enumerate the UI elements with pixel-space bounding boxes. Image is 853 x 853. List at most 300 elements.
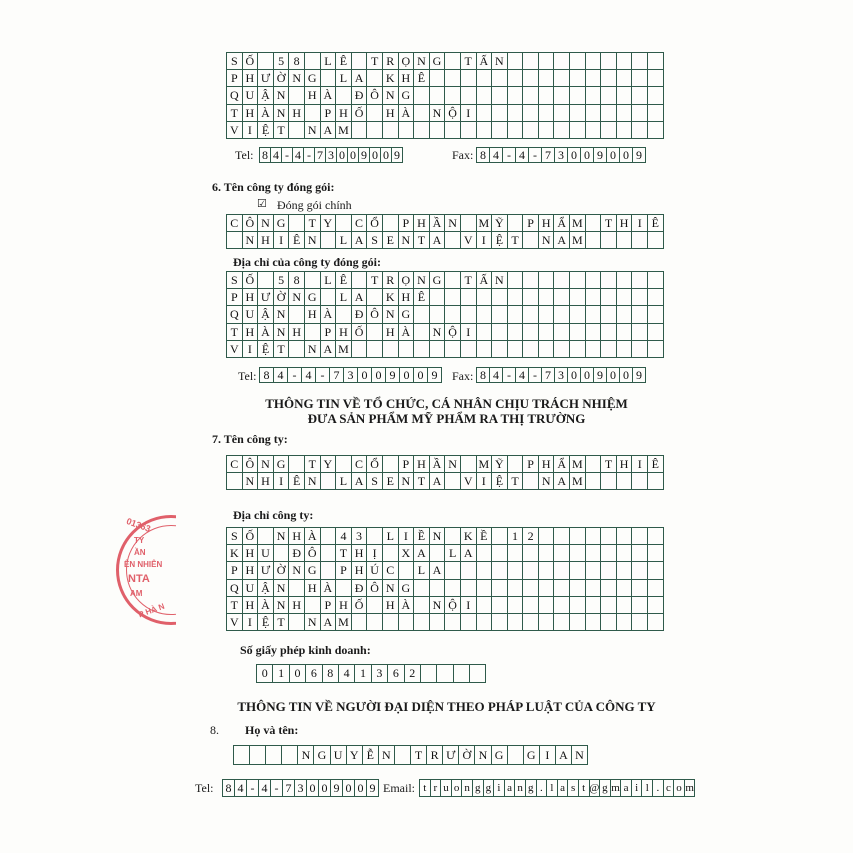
grid-cell (601, 528, 617, 545)
strip-cell (250, 746, 266, 765)
grid-cell: À (258, 597, 274, 614)
grid-cell (648, 562, 664, 579)
strip-cell: 2 (405, 665, 421, 683)
grid-cell: N (383, 306, 399, 323)
grid-cell (539, 528, 555, 545)
grid-cell (321, 545, 337, 562)
strip-cell: 0 (568, 148, 581, 163)
grid-cell: H (243, 597, 259, 614)
grid-cell (508, 289, 524, 306)
strip-cell: - (288, 368, 302, 383)
strip-cell: 0 (348, 148, 359, 163)
grid-cell: Ệ (258, 122, 274, 139)
strip-cell (454, 665, 470, 683)
grid-cell (523, 105, 539, 122)
strip-cell (266, 746, 282, 765)
strip-cell: 0 (607, 148, 620, 163)
grid-cell: Ư (258, 70, 274, 87)
grid-cell: Ê (289, 473, 305, 490)
grid-cell: Ộ (445, 105, 461, 122)
grid-cell: T (227, 597, 243, 614)
grid-cell (601, 341, 617, 358)
grid-cell (508, 324, 524, 341)
grid-cell: 8 (289, 272, 305, 289)
grid-cell: A (461, 545, 477, 562)
grid-cell: G (274, 456, 290, 473)
grid-cell (539, 272, 555, 289)
grid-cell (554, 580, 570, 597)
grid-cell (508, 562, 524, 579)
grid-cell: À (321, 87, 337, 104)
grid-cell (632, 528, 648, 545)
grid-cell: Ư (258, 289, 274, 306)
grid-cell (617, 272, 633, 289)
company-seal (86, 510, 176, 630)
grid-cell (289, 215, 305, 232)
grid-cell (492, 580, 508, 597)
grid-cell (617, 528, 633, 545)
grid-cell (477, 289, 493, 306)
grid-cell (586, 562, 602, 579)
seal-text-bottom: P HÀ N (137, 601, 166, 620)
grid-cell (367, 528, 383, 545)
grid-cell: K (383, 289, 399, 306)
grid-cell (648, 272, 664, 289)
grid-cell (289, 122, 305, 139)
strip-cell: 7 (330, 368, 344, 383)
strip-cell: c (664, 780, 675, 797)
grid-cell: Ô (367, 580, 383, 597)
license-field[interactable] (256, 664, 486, 683)
grid-cell: U (243, 306, 259, 323)
grid-cell: Ệ (492, 473, 508, 490)
name-field[interactable] (233, 745, 588, 765)
grid-cell (523, 562, 539, 579)
grid-cell (632, 614, 648, 631)
grid-cell: N (258, 456, 274, 473)
grid-cell: S (227, 272, 243, 289)
grid-cell: Ê (336, 272, 352, 289)
grid-cell: H (414, 456, 430, 473)
grid-cell (508, 614, 524, 631)
grid-cell: H (289, 597, 305, 614)
grid-cell: I (274, 473, 290, 490)
grid-cell: G (399, 306, 415, 323)
grid-cell: Ầ (430, 456, 446, 473)
grid-cell: I (477, 232, 493, 249)
grid-cell: N (274, 580, 290, 597)
grid-cell (352, 122, 368, 139)
grid-cell: H (258, 473, 274, 490)
grid-cell (632, 272, 648, 289)
strip-cell (282, 746, 298, 765)
grid-cell: N (414, 272, 430, 289)
grid-cell (648, 87, 664, 104)
grid-cell: P (227, 70, 243, 87)
grid-cell (648, 614, 664, 631)
grid-cell (477, 580, 493, 597)
grid-cell: Ấ (477, 53, 493, 70)
grid-cell: Ọ (399, 53, 415, 70)
grid-cell (617, 324, 633, 341)
grid-cell: M (336, 122, 352, 139)
strip-cell: 8 (477, 148, 490, 163)
strip-cell: 4 (302, 368, 316, 383)
grid-cell (336, 87, 352, 104)
grid-cell: M (570, 232, 586, 249)
grid-cell: M (570, 215, 586, 232)
strip-cell: o (452, 780, 463, 797)
grid-cell: A (414, 545, 430, 562)
grid-cell (414, 324, 430, 341)
grid-cell: G (305, 289, 321, 306)
grid-cell (617, 87, 633, 104)
grid-cell: T (274, 122, 290, 139)
grid-cell: P (523, 456, 539, 473)
grid-cell (586, 545, 602, 562)
strip-cell: 0 (414, 368, 428, 383)
strip-cell: 3 (344, 368, 358, 383)
grid-cell (617, 306, 633, 323)
grid-cell (570, 580, 586, 597)
grid-cell: P (227, 562, 243, 579)
grid-cell: À (258, 324, 274, 341)
grid-cell: 8 (289, 53, 305, 70)
strip-cell: 0 (581, 148, 594, 163)
strip-cell: G (524, 746, 540, 765)
grid-cell (258, 528, 274, 545)
grid-cell (523, 341, 539, 358)
strip-cell: 0 (372, 368, 386, 383)
grid-cell: À (321, 580, 337, 597)
grid-cell (554, 545, 570, 562)
grid-cell: N (430, 324, 446, 341)
grid-cell: A (321, 614, 337, 631)
grid-cell (601, 545, 617, 562)
grid-cell (414, 122, 430, 139)
grid-cell: N (274, 324, 290, 341)
strip-cell: l (642, 780, 653, 797)
grid-cell (445, 53, 461, 70)
grid-cell (477, 324, 493, 341)
grid-cell: A (430, 473, 446, 490)
grid-cell: N (492, 53, 508, 70)
grid-cell: P (227, 289, 243, 306)
strip-cell: 9 (633, 368, 646, 383)
grid-cell: U (243, 580, 259, 597)
grid-cell (461, 87, 477, 104)
grid-cell: P (399, 215, 415, 232)
grid-cell (445, 289, 461, 306)
grid-cell (648, 545, 664, 562)
grid-cell (461, 122, 477, 139)
grid-cell (601, 562, 617, 579)
grid-cell: H (617, 456, 633, 473)
grid-cell: K (383, 70, 399, 87)
grid-cell: N (399, 473, 415, 490)
grid-cell (352, 53, 368, 70)
grid-cell (586, 215, 602, 232)
grid-cell (461, 70, 477, 87)
grid-cell: C (352, 215, 368, 232)
section7-address-title: Địa chỉ công ty: (233, 508, 314, 522)
grid-cell: N (305, 473, 321, 490)
tel-field-6[interactable] (259, 367, 442, 383)
grid-cell (414, 306, 430, 323)
grid-cell (399, 341, 415, 358)
checkbox-icon[interactable]: ☑ (257, 198, 267, 210)
grid-cell (570, 614, 586, 631)
strip-cell: 0 (381, 148, 392, 163)
grid-cell (430, 614, 446, 631)
grid-cell: Ổ (367, 215, 383, 232)
seal-text-nhien: ÊN NHIÊN (124, 560, 163, 569)
grid-cell: Đ (352, 87, 368, 104)
grid-cell (477, 105, 493, 122)
grid-cell: M (336, 341, 352, 358)
grid-cell: Ê (336, 53, 352, 70)
grid-cell (414, 614, 430, 631)
grid-cell (570, 597, 586, 614)
strip-cell: R (427, 746, 443, 765)
grid-cell: 2 (523, 528, 539, 545)
grid-cell: 5 (274, 53, 290, 70)
grid-cell (554, 122, 570, 139)
grid-cell: T (274, 341, 290, 358)
grid-cell: Ề (477, 528, 493, 545)
grid-cell (461, 341, 477, 358)
grid-cell (523, 272, 539, 289)
strip-cell: Ờ (459, 746, 475, 765)
grid-cell (289, 614, 305, 631)
tel-field-8[interactable] (222, 779, 379, 797)
grid-cell (508, 215, 524, 232)
grid-cell (523, 87, 539, 104)
grid-cell: Ê (648, 215, 664, 232)
grid-cell (352, 614, 368, 631)
grid-cell: A (352, 70, 368, 87)
grid-cell (508, 456, 524, 473)
grid-cell: Đ (352, 580, 368, 597)
strip-cell (508, 746, 524, 765)
grid-cell (539, 614, 555, 631)
strip-cell: 0 (290, 665, 306, 683)
strip-cell: 0 (358, 368, 372, 383)
grid-cell: H (243, 105, 259, 122)
grid-cell: H (243, 562, 259, 579)
grid-cell (336, 215, 352, 232)
grid-cell (508, 105, 524, 122)
strip-cell: 4 (235, 780, 247, 797)
grid-cell (383, 122, 399, 139)
grid-cell: H (336, 597, 352, 614)
grid-cell (461, 580, 477, 597)
grid-cell (258, 272, 274, 289)
grid-cell: I (243, 614, 259, 631)
tel-label-6: Tel: (238, 369, 257, 383)
grid-cell (289, 341, 305, 358)
grid-cell: I (461, 324, 477, 341)
grid-cell (321, 473, 337, 490)
fax-field-1[interactable] (476, 147, 646, 163)
grid-cell (617, 545, 633, 562)
grid-cell: T (414, 473, 430, 490)
grid-cell (586, 341, 602, 358)
grid-cell: T (414, 232, 430, 249)
grid-cell: 3 (352, 528, 368, 545)
grid-cell: P (399, 456, 415, 473)
grid-cell (430, 545, 446, 562)
grid-cell: V (227, 614, 243, 631)
grid-cell (539, 545, 555, 562)
strip-cell: 3 (372, 665, 388, 683)
grid-cell: L (336, 289, 352, 306)
strip-cell: 0 (620, 368, 633, 383)
grid-cell: Ê (289, 232, 305, 249)
grid-cell (554, 105, 570, 122)
grid-cell (586, 272, 602, 289)
grid-cell: M (477, 215, 493, 232)
grid-cell: L (336, 473, 352, 490)
grid-cell (274, 545, 290, 562)
strip-cell: Ư (443, 746, 459, 765)
grid-cell (586, 306, 602, 323)
grid-cell (570, 528, 586, 545)
strip-cell: 0 (370, 148, 381, 163)
grid-cell (399, 614, 415, 631)
grid-cell (601, 597, 617, 614)
grid-cell: Ô (243, 456, 259, 473)
grid-cell: H (399, 70, 415, 87)
grid-cell: Ê (414, 289, 430, 306)
grid-cell: P (321, 324, 337, 341)
grid-cell (539, 306, 555, 323)
grid-cell (648, 105, 664, 122)
grid-cell (632, 70, 648, 87)
grid-cell: T (508, 232, 524, 249)
strip-cell: 9 (392, 148, 403, 163)
grid-cell: N (305, 232, 321, 249)
email-label: Email: (383, 781, 415, 795)
grid-cell: N (383, 580, 399, 597)
grid-cell (554, 70, 570, 87)
grid-cell (617, 341, 633, 358)
grid-cell (570, 545, 586, 562)
grid-cell: C (227, 456, 243, 473)
grid-cell: H (414, 215, 430, 232)
grid-cell: 4 (336, 528, 352, 545)
strip-cell: - (271, 780, 283, 797)
strip-cell: r (431, 780, 442, 797)
grid-cell (648, 53, 664, 70)
grid-cell: Ệ (492, 232, 508, 249)
grid-cell: A (352, 232, 368, 249)
seal-text-nta: NTA (128, 573, 150, 585)
grid-cell (586, 105, 602, 122)
strip-cell: n (515, 780, 526, 797)
strip-cell: N (298, 746, 314, 765)
grid-cell (586, 122, 602, 139)
grid-cell: I (461, 597, 477, 614)
grid-cell (477, 597, 493, 614)
grid-cell (601, 87, 617, 104)
grid-cell: Ố (243, 528, 259, 545)
grid-cell (352, 341, 368, 358)
grid-cell (554, 306, 570, 323)
grid-cell: N (430, 597, 446, 614)
grid-cell: T (461, 272, 477, 289)
grid-cell: I (274, 232, 290, 249)
grid-cell: L (336, 70, 352, 87)
grid-cell (305, 272, 321, 289)
grid-cell (632, 87, 648, 104)
strip-cell: s (568, 780, 579, 797)
strip-cell: 3 (326, 148, 337, 163)
strip-cell: Y (347, 746, 363, 765)
grid-cell: H (539, 215, 555, 232)
grid-cell (383, 545, 399, 562)
grid-cell: Q (227, 580, 243, 597)
grid-cell (399, 122, 415, 139)
grid-cell (601, 580, 617, 597)
email-field[interactable] (419, 779, 695, 797)
grid-cell: Y (321, 215, 337, 232)
grid-cell: N (430, 105, 446, 122)
strip-cell: @ (590, 780, 601, 797)
grid-cell: V (461, 473, 477, 490)
heading-org-line1: THÔNG TIN VỀ TỔ CHỨC, CÁ NHÂN CHỊU TRÁCH NHIỆM (265, 396, 628, 411)
grid-cell (539, 580, 555, 597)
grid-cell: T (367, 272, 383, 289)
strip-cell: N (379, 746, 395, 765)
grid-cell (648, 232, 664, 249)
grid-cell (523, 122, 539, 139)
grid-cell: A (352, 473, 368, 490)
tel-field-1[interactable] (259, 147, 403, 163)
grid-cell: Ậ (258, 306, 274, 323)
grid-cell (586, 528, 602, 545)
grid-cell (523, 545, 539, 562)
grid-cell: H (336, 324, 352, 341)
strip-cell: g (473, 780, 484, 797)
strip-cell: 0 (400, 368, 414, 383)
grid-cell (617, 289, 633, 306)
grid-cell (477, 306, 493, 323)
strip-cell: 4 (490, 148, 503, 163)
company-grid-7 (226, 455, 664, 490)
address-grid-6 (226, 271, 664, 358)
grid-cell (617, 53, 633, 70)
seal-text-an: ẦN (134, 548, 146, 557)
grid-cell: N (305, 614, 321, 631)
grid-cell (492, 122, 508, 139)
strip-cell: 0 (257, 665, 273, 683)
grid-cell: K (461, 528, 477, 545)
address-grid-7 (226, 527, 664, 631)
grid-cell: U (258, 545, 274, 562)
grid-cell (508, 580, 524, 597)
strip-cell: 4 (274, 368, 288, 383)
grid-cell: Ờ (274, 70, 290, 87)
grid-cell (601, 614, 617, 631)
fax-field-6[interactable] (476, 367, 646, 383)
strip-cell: 3 (295, 780, 307, 797)
grid-cell (601, 306, 617, 323)
grid-cell (321, 232, 337, 249)
grid-cell: V (227, 341, 243, 358)
grid-cell: Đ (289, 545, 305, 562)
grid-cell (586, 53, 602, 70)
